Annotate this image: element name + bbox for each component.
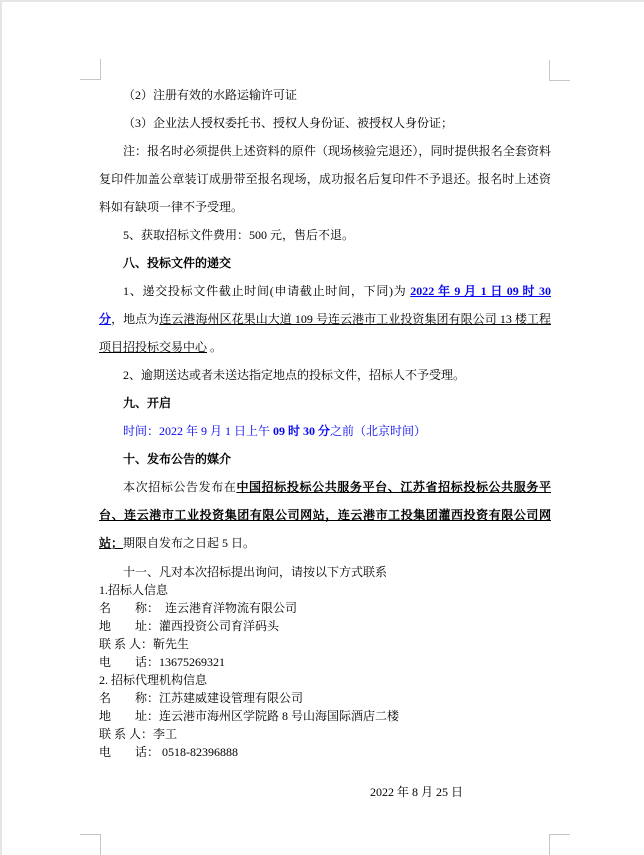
- crop-mark-top-right-icon: [549, 60, 570, 81]
- document-page: [2, 2, 644, 855]
- para-certificate-3: （3）企业法人授权委托书、授权人身份证、被授权人身份证；: [123, 116, 454, 130]
- contact-section: [99, 563, 551, 761]
- crop-mark-bottom-left-icon: [80, 834, 101, 855]
- contact-line-agency-name: 名 称：江苏建威建设管理有限公司: [99, 691, 304, 705]
- deadline-datetime-link[interactable]: 2022 年 9 月 1 日 09 时 30 分: [99, 284, 551, 326]
- opening-time-bold: 09 时 30 分: [273, 424, 331, 438]
- deadline-text-mid: ，地点为: [111, 312, 160, 326]
- media-platform-list: 中国招标投标公共服务平台、江苏省招标投标公共服务平台、连云港市工业投资集团有限公司网站，连云港市工投集团灌西投资有限公司网站；: [99, 480, 551, 550]
- crop-mark-bottom-right-icon: [549, 834, 570, 855]
- contact-line-tenderer-address: 地 址：灌西投资公司育洋码头: [99, 619, 280, 633]
- contact-line-tenderer-name: 名 称： 连云港育洋物流有限公司: [99, 601, 298, 615]
- contact-line-agency-title: 2. 招标代理机构信息: [99, 673, 208, 687]
- document-date: 2022 年 8 月 25 日: [369, 785, 463, 799]
- para-document-fee: 5、获取招标文件费用：500 元，售后不退。: [123, 228, 355, 242]
- document-content: [99, 81, 551, 801]
- heading-section-8: 八、投标文件的递交: [123, 256, 232, 270]
- deadline-text-pre: 1、递交投标文件截止时间(申请截止时间，下同)为: [123, 284, 411, 298]
- contact-line-agency-phone: 电 话： 0518-82396888: [99, 745, 238, 759]
- contact-line-agency-address: 地 址：连云港市海州区学院路 8 号山海国际酒店二楼: [99, 709, 400, 723]
- crop-mark-top-left-icon: [80, 59, 101, 80]
- opening-time-tail: 之前（北京时间）: [330, 424, 427, 438]
- media-text-pre: 本次招标公告发布在: [123, 480, 237, 494]
- contact-line-tenderer-title: 1.招标人信息: [99, 583, 169, 597]
- deadline-text-tail: 。: [207, 340, 223, 354]
- contact-line-tenderer-person: 联 系 人：靳先生: [99, 637, 190, 651]
- para-registration-note: 注：报名时必须提供上述资料的原件（现场核验完退还），同时提供报名全套资料复印件加盖公章装订成册带至报名现场，成功报名后复印件不予退还。报名时上述资料如有缺项一律不予受理。: [99, 144, 551, 214]
- para-announcement-media: [99, 473, 551, 557]
- media-text-tail: 期限自发布之日起 5 日。: [123, 536, 256, 550]
- heading-section-10: 十、发布公告的媒介: [123, 452, 232, 466]
- submission-address-underlined: 连云港海州区花果山大道 109 号连云港市工业投资集团有限公司 13 楼工程项目招投标交易中心: [99, 312, 551, 354]
- contact-line-agency-person: 联 系 人：李工: [99, 727, 178, 741]
- para-submission-deadline: [99, 277, 551, 361]
- opening-time-pre: 时间：2022 年 9 月 1 日上午: [123, 424, 274, 438]
- contact-line-tenderer-phone: 电 话：13675269321: [99, 655, 226, 669]
- para-late-delivery: 2、逾期送达或者未送达指定地点的投标文件，招标人不予受理。: [123, 368, 466, 382]
- para-contact-intro: 十一、凡对本次招标提出询问，请按以下方式联系: [123, 565, 388, 579]
- heading-section-9: 九、开启: [123, 396, 172, 410]
- para-opening-time: [99, 417, 551, 445]
- para-certificate-2: （2）注册有效的水路运输许可证: [123, 88, 298, 102]
